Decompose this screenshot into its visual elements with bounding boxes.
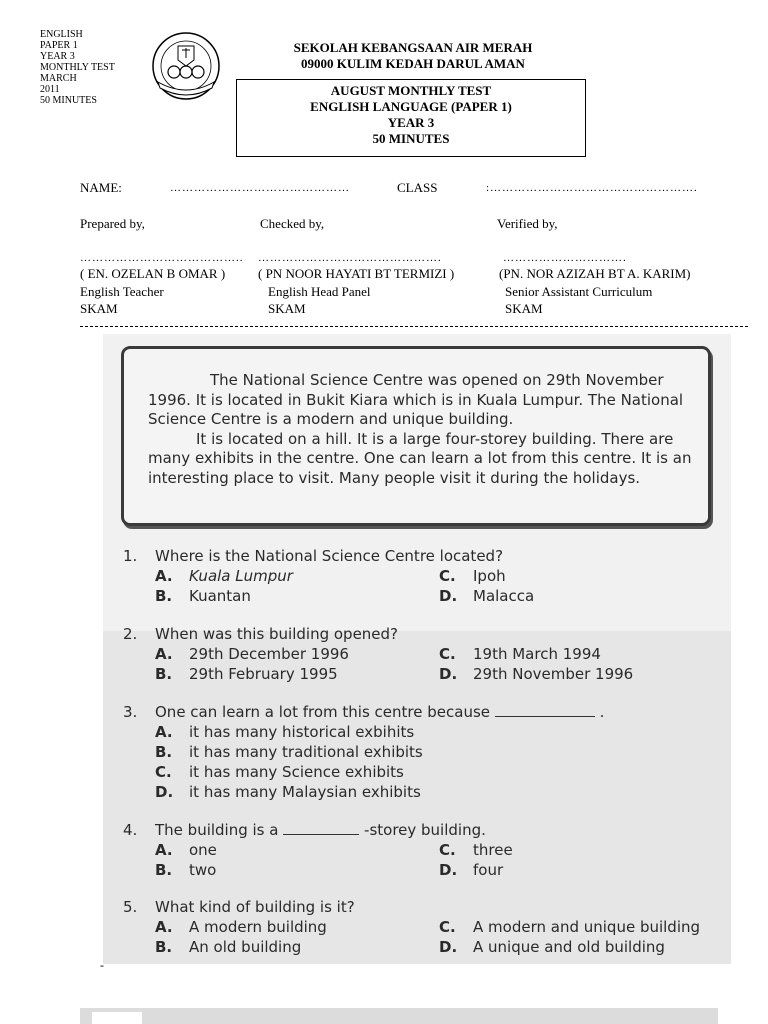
- meta-line: MONTHLY TEST: [40, 62, 115, 73]
- prepared-org: SKAM: [80, 301, 118, 316]
- prepared-title: English Teacher: [80, 284, 164, 299]
- question-text: Where is the National Science Centre located?: [155, 547, 504, 565]
- verified-org: SKAM: [505, 301, 543, 316]
- prepared-by-label: Prepared by,: [80, 216, 145, 231]
- question-number: 2.: [123, 625, 138, 643]
- test-duration: 50 MINUTES: [372, 131, 450, 146]
- q1-option-c[interactable]: C. Ipoh: [439, 567, 506, 585]
- q2-option-c[interactable]: C. 19th March 1994: [439, 645, 601, 663]
- name-field[interactable]: ………………………………………: [170, 182, 350, 194]
- meta-line: PAPER 1: [40, 40, 78, 51]
- question-text: One can learn a lot from this centre because: [155, 703, 490, 721]
- school-crest-logo: [148, 30, 224, 102]
- question-5: [123, 897, 355, 917]
- verified-name: (PN. NOR AZIZAH BT A. KARIM): [499, 266, 691, 281]
- q3-option-c[interactable]: C. it has many Science exhibits: [155, 763, 404, 781]
- answer-blank: [283, 822, 359, 835]
- q1-option-d[interactable]: D. Malacca: [439, 587, 535, 605]
- q4-option-a[interactable]: A. one: [155, 841, 217, 859]
- verified-by-label: Verified by,: [497, 216, 558, 231]
- school-address: 09000 KULIM KEDAH DARUL AMAN: [301, 56, 525, 71]
- question-number: 3.: [123, 703, 138, 721]
- question-1: [123, 546, 503, 566]
- q4-option-d[interactable]: D. four: [439, 861, 504, 879]
- test-subject: ENGLISH LANGUAGE (PAPER 1): [310, 99, 512, 114]
- q4-option-c[interactable]: C. three: [439, 841, 513, 859]
- prepared-signature-line: …………………………………..: [80, 252, 244, 264]
- checked-title: English Head Panel: [268, 284, 371, 299]
- checked-org: SKAM: [268, 301, 306, 316]
- class-field[interactable]: :…………………………………………….: [486, 182, 698, 194]
- question-number: 5.: [123, 898, 138, 916]
- meta-line: 2011: [40, 84, 60, 95]
- paper-meta: [40, 29, 115, 106]
- school-header: [240, 40, 586, 72]
- test-title: AUGUST MONTHLY TEST: [330, 83, 492, 98]
- passage-box: [121, 346, 711, 526]
- meta-line: ENGLISH: [40, 29, 83, 40]
- prepared-name: ( EN. OZELAN B OMAR ): [80, 266, 226, 281]
- passage-paragraph: The National Science Centre was opened on 29th November 1996. It is located in Bukit Kiara which is in Kuala Lumpur. The National Science Centre is a modern and unique building.: [148, 371, 684, 428]
- checked-by-label: Checked by,: [260, 216, 325, 231]
- verified-title: Senior Assistant Curriculum: [505, 284, 653, 299]
- school-name: SEKOLAH KEBANGSAAN AIR MERAH: [293, 40, 533, 55]
- q5-option-d[interactable]: D. A unique and old building: [439, 938, 665, 956]
- next-scan-strip: [80, 1008, 718, 1024]
- question-text: When was this building opened?: [155, 625, 399, 643]
- q1-option-a[interactable]: A. Kuala Lumpur: [155, 567, 293, 585]
- question-text-end: .: [599, 703, 605, 721]
- q2-option-d[interactable]: D. 29th November 1996: [439, 665, 634, 683]
- footer-mark: -: [100, 958, 104, 972]
- q4-option-b[interactable]: B. two: [155, 861, 217, 879]
- question-text: What kind of building is it?: [155, 898, 355, 916]
- q5-option-b[interactable]: B. An old building: [155, 938, 302, 956]
- meta-line: 50 MINUTES: [40, 95, 97, 106]
- question-4: [123, 820, 486, 840]
- test-title-box: [236, 79, 586, 157]
- meta-line: MARCH: [40, 73, 77, 84]
- checked-name: ( PN NOOR HAYATI BT TERMIZI ): [258, 266, 455, 281]
- q2-option-b[interactable]: B. 29th February 1995: [155, 665, 338, 683]
- q5-option-a[interactable]: A. A modern building: [155, 918, 327, 936]
- checked-signature-line: ……………………………………….: [258, 252, 442, 264]
- question-number: 4.: [123, 821, 138, 839]
- question-text-end: -storey building.: [364, 821, 486, 839]
- q1-option-b[interactable]: B. Kuantan: [155, 587, 251, 605]
- class-label: CLASS: [397, 180, 438, 195]
- meta-line: YEAR 3: [40, 51, 75, 62]
- scanned-worksheet: [103, 334, 731, 964]
- section-divider: [80, 326, 748, 327]
- reading-passage: [148, 371, 704, 488]
- scan-strip-blank: [92, 1012, 142, 1024]
- question-number: 1.: [123, 547, 138, 565]
- test-year: YEAR 3: [387, 115, 435, 130]
- question-text: The building is a: [155, 821, 279, 839]
- q3-option-b[interactable]: B. it has many traditional exhibits: [155, 743, 423, 761]
- q5-option-c[interactable]: C. A modern and unique building: [439, 918, 701, 936]
- q3-option-d[interactable]: D. it has many Malaysian exhibits: [155, 783, 421, 801]
- verified-signature-line: ………………………….: [503, 252, 627, 264]
- question-3: [123, 702, 604, 722]
- q3-option-a[interactable]: A. it has many historical exbihits: [155, 723, 415, 741]
- question-2: [123, 624, 398, 644]
- passage-paragraph: It is located on a hill. It is a large four-storey building. There are many exhibits in the centre. One can learn a lot from this centre. It is an interesting place to visit. Many people visit it during the holidays.: [148, 429, 692, 487]
- q2-option-a[interactable]: A. 29th December 1996: [155, 645, 349, 663]
- answer-blank: [495, 704, 595, 717]
- name-label: NAME:: [80, 180, 122, 195]
